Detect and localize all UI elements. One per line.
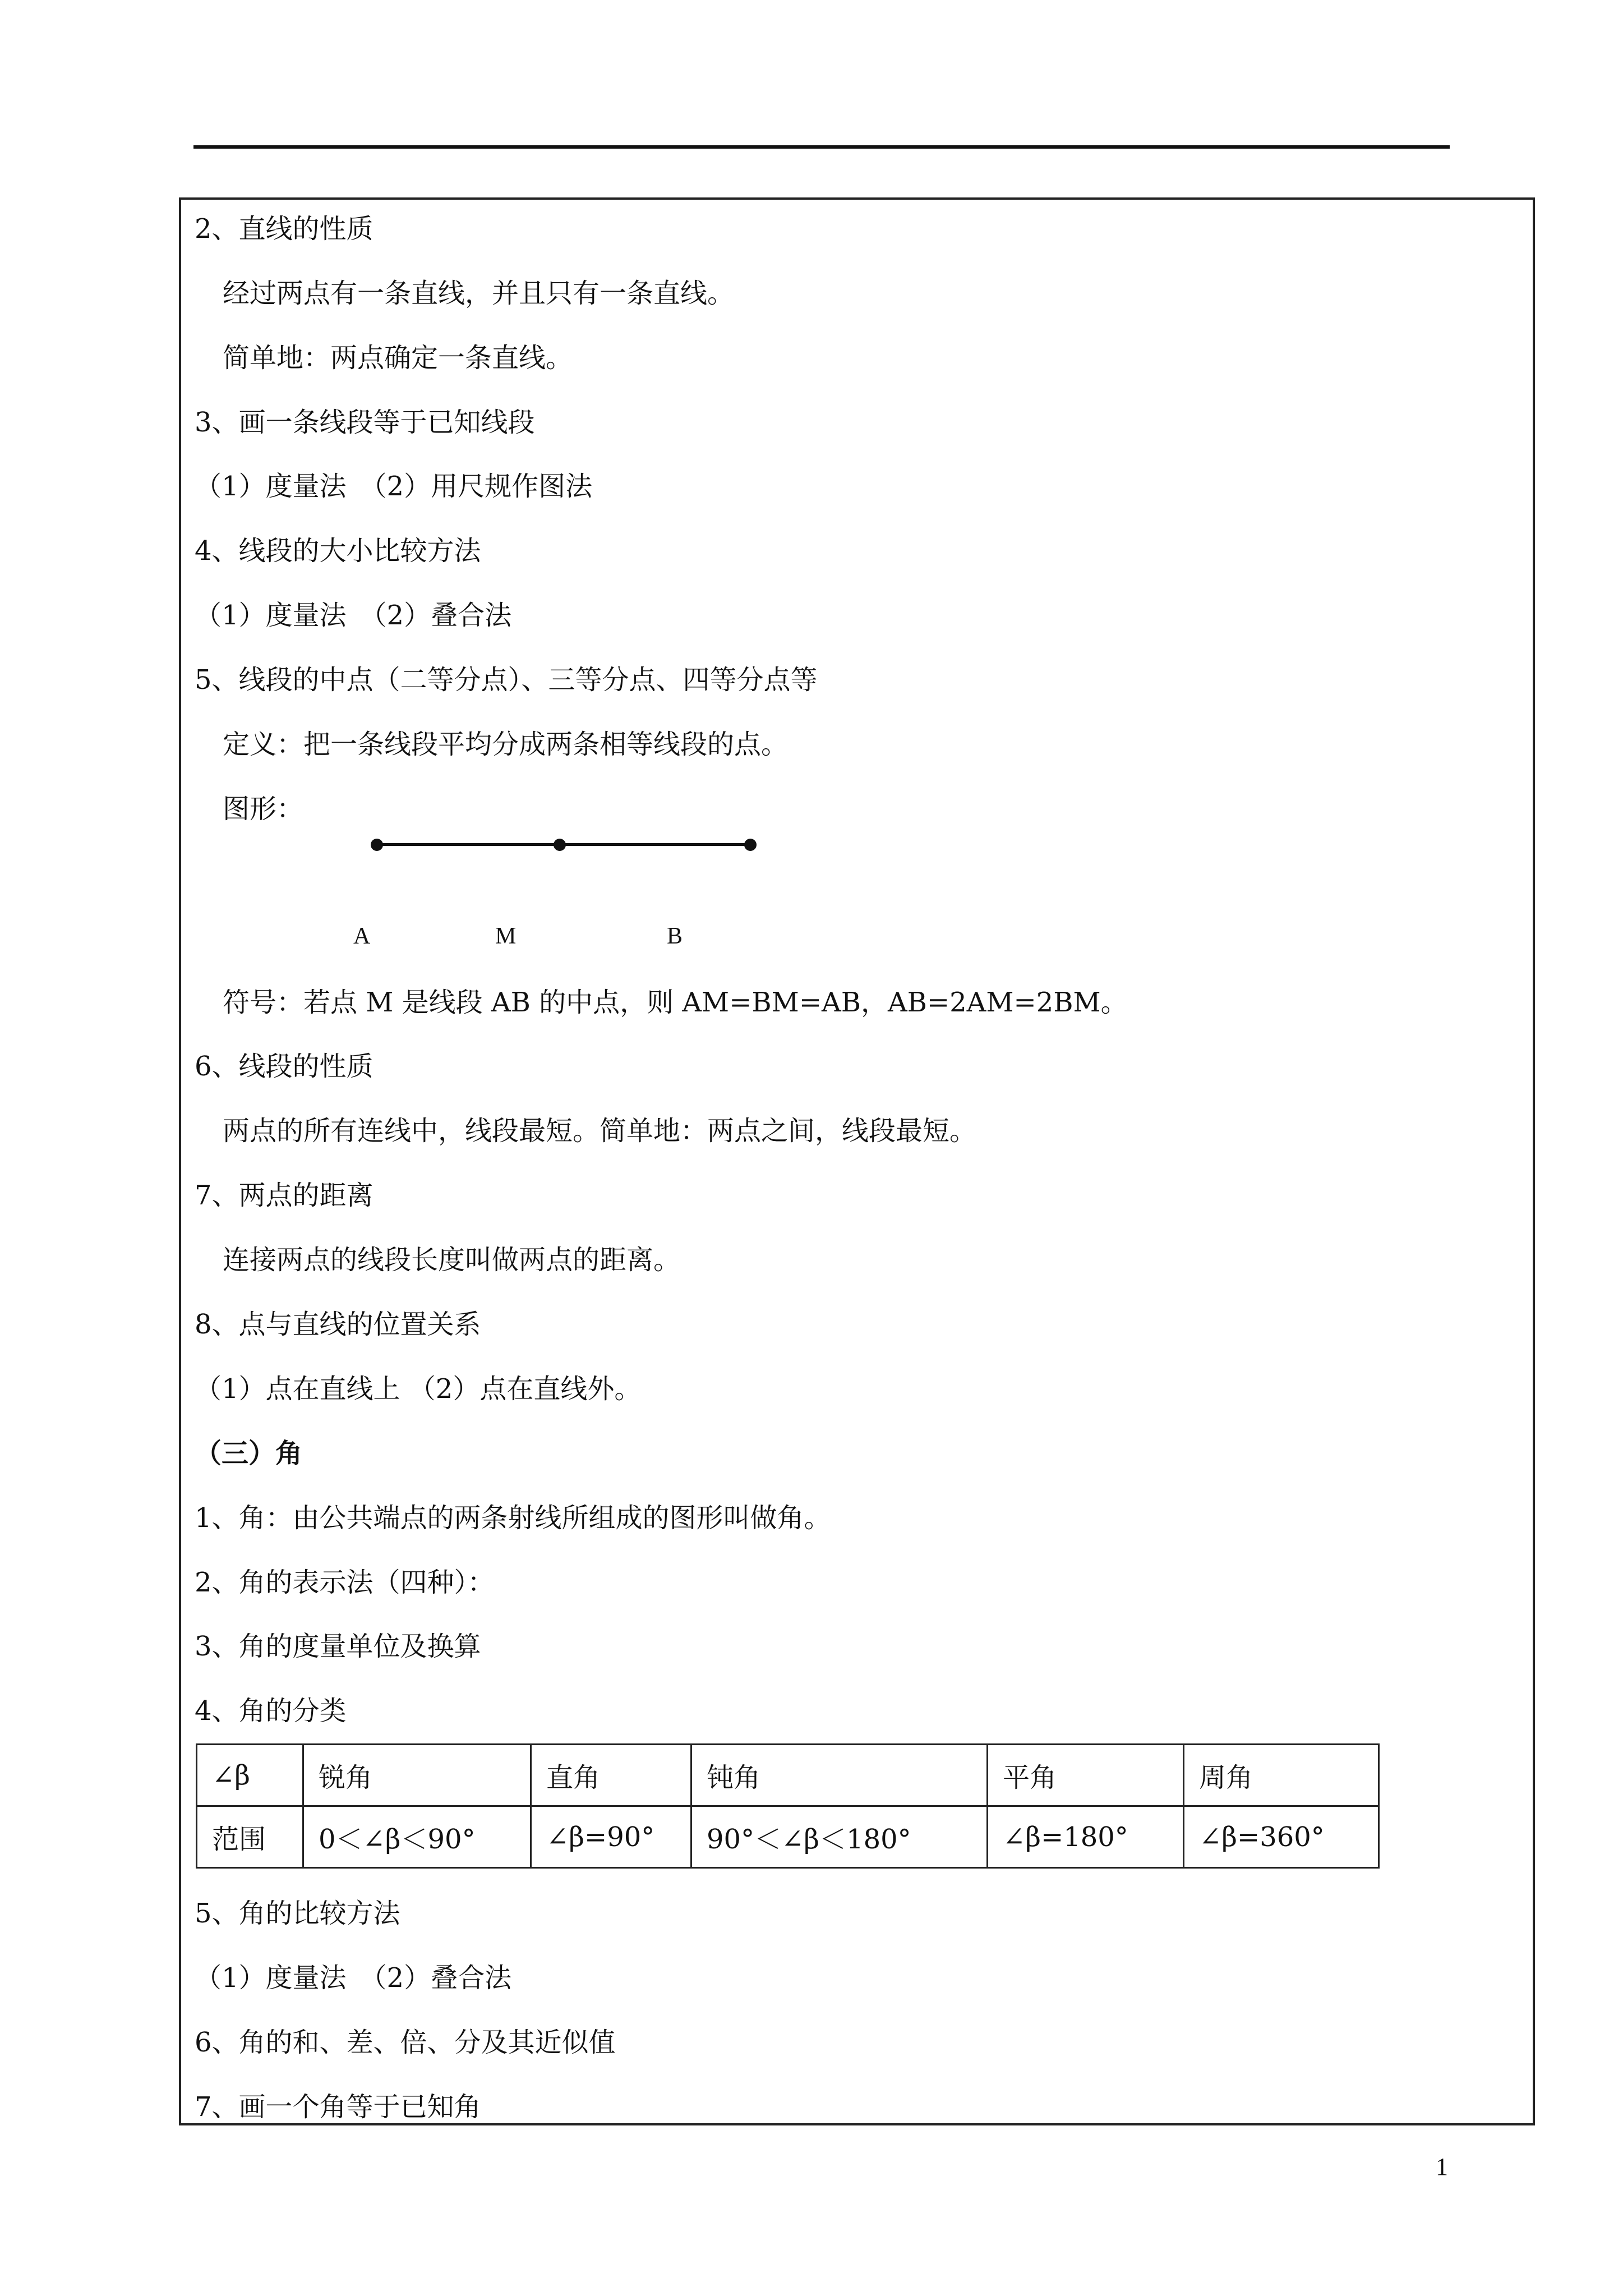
heading-midpoint: 5、线段的中点（二等分点）、三等分点、四等分点等	[195, 664, 818, 696]
heading-draw-segment: 3、画一条线段等于已知线段	[195, 407, 535, 438]
segment-mb	[560, 843, 750, 846]
heading-angle-notation: 2、角的表示法（四种）：	[195, 1567, 495, 1598]
text-line-axiom: 经过两点有一条直线，并且只有一条直线。	[223, 278, 735, 309]
table-cell: 锐角	[303, 1745, 531, 1806]
heading-distance: 7、两点的距离	[195, 1180, 374, 1211]
table-cell: ∠β	[197, 1745, 303, 1806]
angle-classification-table	[196, 1743, 1380, 1869]
label-m: M	[495, 923, 517, 949]
table-cell: 0＜∠β＜90°	[303, 1806, 531, 1868]
table-row	[197, 1806, 1379, 1868]
text-angle-definition: 1、角：由公共端点的两条射线所组成的图形叫做角。	[195, 1502, 831, 1534]
text-angle-compare-methods: （1）度量法 （2）叠合法	[195, 1962, 512, 1994]
heading-angle-operations: 6、角的和、差、倍、分及其近似值	[195, 2027, 616, 2058]
section-title-angle: （三）角	[195, 1438, 303, 1469]
text-point-line-cases: （1）点在直线上 （2）点在直线外。	[195, 1373, 642, 1405]
heading-copy-angle: 7、画一个角等于已知角	[195, 2091, 481, 2123]
table-cell: 范围	[197, 1806, 303, 1868]
point-a-dot	[371, 839, 383, 851]
table-cell: ∠β=360°	[1184, 1806, 1379, 1868]
segment-am	[377, 843, 560, 846]
text-shortest-segment: 两点的所有连线中，线段最短。简单地：两点之间，线段最短。	[223, 1115, 977, 1147]
table-cell: 90°＜∠β＜180°	[691, 1806, 988, 1868]
heading-segment-compare: 4、线段的大小比较方法	[195, 535, 481, 567]
text-compare-methods: （1）度量法 （2）叠合法	[195, 600, 512, 631]
table-cell: 直角	[531, 1745, 691, 1806]
point-b-dot	[744, 839, 757, 851]
heading-angle-compare: 5、角的比较方法	[195, 1898, 400, 1929]
heading-segment-property: 6、线段的性质	[195, 1051, 374, 1082]
label-a: A	[353, 923, 371, 949]
heading-line-property: 2、直线的性质	[195, 213, 374, 245]
header-rule	[193, 145, 1450, 149]
heading-angle-classification: 4、角的分类	[195, 1695, 347, 1727]
text-line-axiom-short: 简单地：两点确定一条直线。	[223, 342, 573, 374]
table-header-row	[197, 1745, 1379, 1806]
text-midpoint-symbol: 符号：若点 M 是线段 AB 的中点，则 AM=BM=AB，AB=2AM=2BM。	[223, 987, 1128, 1018]
text-midpoint-definition: 定义：把一条线段平均分成两条相等线段的点。	[223, 729, 789, 760]
text-draw-methods: （1）度量法 （2）用尺规作图法	[195, 471, 593, 502]
heading-point-line: 8、点与直线的位置关系	[195, 1309, 481, 1340]
heading-angle-units: 3、角的度量单位及换算	[195, 1631, 481, 1662]
table-cell: 平角	[988, 1745, 1184, 1806]
point-m-dot	[554, 839, 566, 851]
text-distance-definition: 连接两点的线段长度叫做两点的距离。	[223, 1244, 681, 1276]
table-cell: 周角	[1184, 1745, 1379, 1806]
page-number: 1	[1436, 2153, 1448, 2180]
text-figure-label: 图形：	[223, 793, 304, 825]
table-cell: ∠β=180°	[988, 1806, 1184, 1868]
table-cell: ∠β=90°	[531, 1806, 691, 1868]
label-b: B	[667, 923, 683, 949]
table-cell: 钝角	[691, 1745, 988, 1806]
